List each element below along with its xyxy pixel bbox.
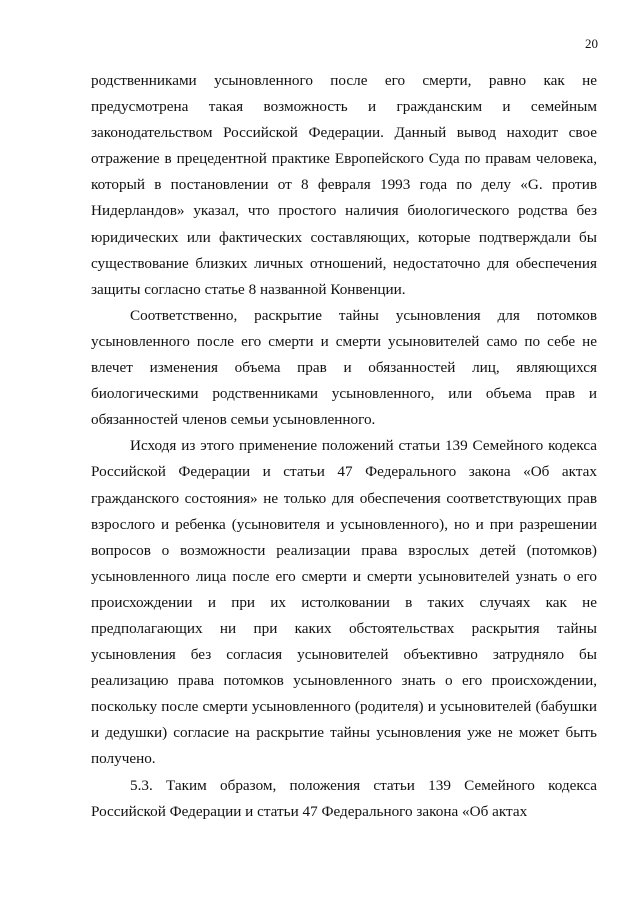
paragraph-disclosure-consequences: Соответственно, раскрытие тайны усыновления для потомков усыновленного после его смерти и смерти усыновителей само по себе не влечет изменения объема прав и обязанностей лиц, являющихся биологическими родственниками усыновленного, или объема прав и обязанностей членов семьи усыновленного.: [91, 306, 597, 429]
document-body: [91, 68, 597, 825]
paragraph-conclusion-5-3: 5.3. Таким образом, положения статьи 139 Семейного кодекса Российской Федерации и статьи 47 Федерального закона «Об актах: [91, 776, 597, 820]
page-number: 20: [585, 36, 598, 51]
paragraph-application-of-provisions: Исходя из этого применение положений статьи 139 Семейного кодекса Российской Федерации и статьи 47 Федерального закона «Об актах гражданского состояния» не только для обеспечения соответствующих прав взрослого и ребенка (усыновителя и усыновленного), но и при разрешении вопросов о возможности реализации права взрослых детей (потомков) усыновленного лица после его смерти и смерти усыновителей узнать о его происхождении и при их истолковании в таких случаях как не предполагающих ни при каких обстоятельствах раскрытия тайны усыновления без согласия усыновителей объективно затрудняло бы реализацию права потомков усыновленного знать о его происхождении, поскольку после смерти усыновленного (родителя) и усыновителей (бабушки и дедушки) согласие на раскрытие тайны усыновления уже не может быть получено.: [91, 437, 597, 768]
paragraph-continuation: родственниками усыновленного после его смерти, равно как не предусмотрена такая возможность и гражданским и семейным законодательством Российской Федерации. Данный вывод находит свое отражение в прецедентной практике Европейского Суда по правам человека, который в постановлении от 8 февраля 1993 года по делу «G. против Нидерландов» указал, что простого наличия биологического родства без юридических или фактических составляющих, которые подтверждали бы существование близких личных отношений, недостаточно для обеспечения защиты согласно статье 8 названной Конвенции.: [91, 72, 597, 298]
